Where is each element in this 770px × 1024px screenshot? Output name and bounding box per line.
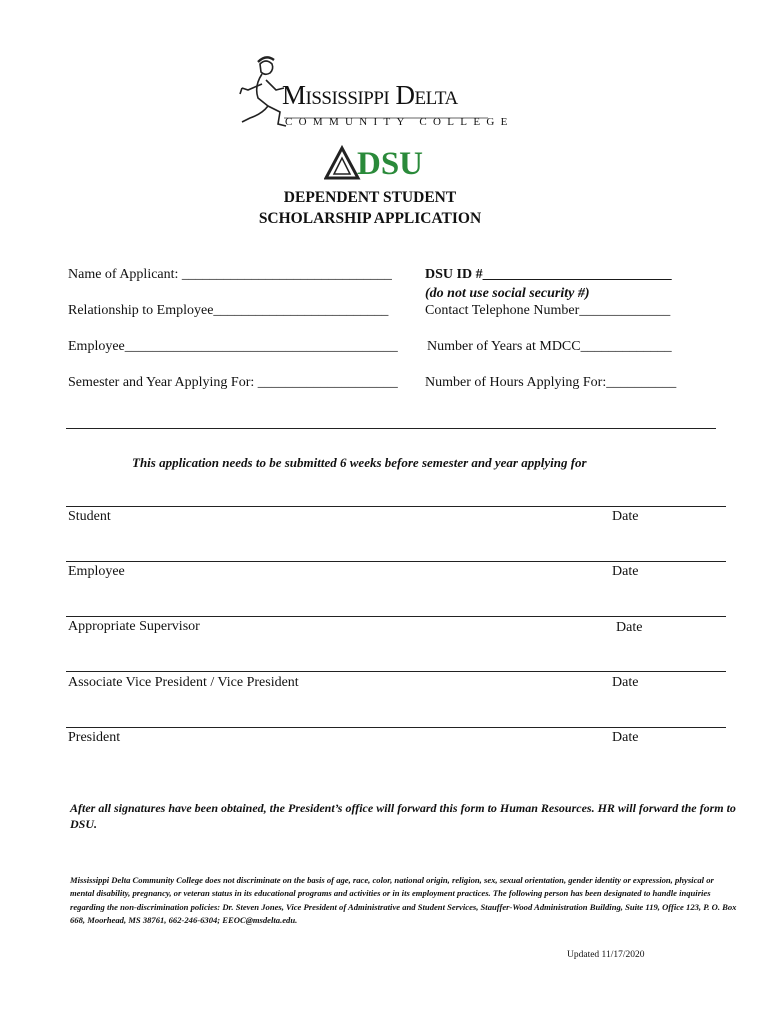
signature-line-president[interactable] xyxy=(66,727,726,728)
submission-notice: This application needs to be submitted 6 weeks before semester and year applying for xyxy=(132,455,587,470)
signature-date-student: Date xyxy=(612,509,639,524)
nondiscrimination-statement: Mississippi Delta Community College does not discriminate on the basis of age, race, color, national origin, religion, sex, sexual orientation, gender identity or expression, physical or mental disability, pregnancy, or veteran status in its educational programs and activities or in its employment practices. The following person has been designated to handle inquiries regarding the non-discrimination policies: Dr. Steven Jones, Vice President of Administrative and Student Services, Stauffer-Wood Administration Building, Suite 119, Office 123, P. O. Box 668, Moorhead, MS 38761, 662-246-6304; EEOC@msdelta.edu. xyxy=(70,875,737,926)
applicant-name-field[interactable]: Name of Applicant: ______________________________ xyxy=(68,267,392,282)
contact-phone-field[interactable]: Contact Telephone Number_____________ xyxy=(425,303,671,318)
signature-date-employee: Date xyxy=(612,564,639,579)
signature-label-vice-president: Associate Vice President / Vice President xyxy=(68,675,299,690)
routing-instructions: After all signatures have been obtained, the President’s office will forward this form to Human Resources. HR will forward the form to DSU. xyxy=(70,801,736,831)
signature-line-student[interactable] xyxy=(66,506,726,507)
college-subtitle: COMMUNITY COLLEGE xyxy=(285,116,514,128)
dsu-logo-text: DSU xyxy=(357,146,424,182)
signature-label-employee: Employee xyxy=(68,564,125,579)
signature-date-supervisor: Date xyxy=(616,620,643,635)
relationship-field[interactable]: Relationship to Employee_________________________ xyxy=(68,303,389,318)
trojan-mascot-icon xyxy=(240,57,286,126)
signature-line-employee[interactable] xyxy=(66,561,726,562)
form-title-line1: DEPENDENT STUDENT xyxy=(283,189,457,206)
section-divider xyxy=(66,428,716,429)
semester-year-field[interactable]: Semester and Year Applying For: ____________________ xyxy=(68,375,398,390)
signature-label-supervisor: Appropriate Supervisor xyxy=(68,619,200,634)
signature-label-president: President xyxy=(68,730,121,745)
updated-date: Updated 11/17/2020 xyxy=(567,950,645,960)
years-at-mdcc-field[interactable]: Number of Years at MDCC_____________ xyxy=(427,339,672,354)
hours-applying-field[interactable]: Number of Hours Applying For:__________ xyxy=(425,375,677,390)
signature-label-student: Student xyxy=(68,509,111,524)
signature-line-vice-president[interactable] xyxy=(66,671,726,672)
dsu-id-note: (do not use social security #) xyxy=(425,286,590,301)
signature-date-president: Date xyxy=(612,730,639,745)
employee-field[interactable]: Employee_______________________________________ xyxy=(68,339,398,354)
dsu-id-field[interactable]: DSU ID #___________________________ xyxy=(425,267,672,282)
form-title-line2: SCHOLARSHIP APPLICATION xyxy=(258,210,482,227)
college-name: Mississippi Delta xyxy=(282,80,458,110)
signature-date-vice-president: Date xyxy=(612,675,639,690)
signature-line-supervisor[interactable] xyxy=(66,616,726,617)
